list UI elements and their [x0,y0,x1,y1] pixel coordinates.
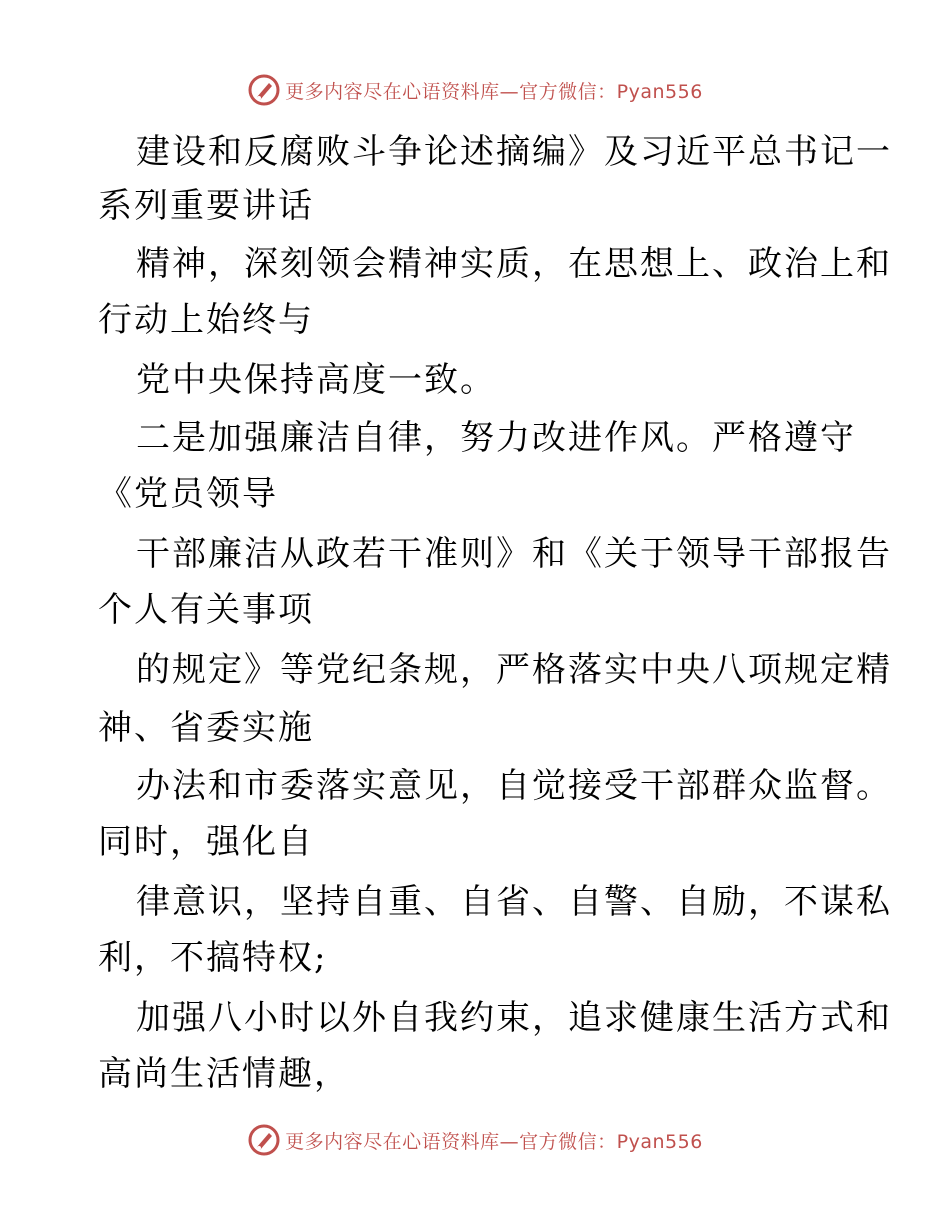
body-line: 《党员领导 [98,474,278,514]
footer-watermark [0,1120,950,1160]
body-line: 利，不搞特权; [98,938,328,978]
body-line: 办法和市委落实意见，自觉接受干部群众监督。 [136,766,892,806]
body-line: 加强八小时以外自我约束，追求健康生活方式和 [136,998,892,1038]
body-line: 高尚生活情趣， [98,1054,350,1094]
body-line: 干部廉洁从政若干准则》和《关于领导干部报告 [136,534,892,574]
body-line: 系列重要讲话 [98,186,314,226]
header-watermark-text: 更多内容尽在心语资料库—官方微信：Pyan556 [285,80,703,103]
body-line: 建设和反腐败斗争论述摘编》及习近平总书记一 [136,132,892,172]
body-line: 个人有关事项 [98,590,314,630]
body-line: 二是加强廉洁自律，努力改进作风。严格遵守 [136,418,856,458]
body-line: 党中央保持高度一致。 [136,360,496,400]
header-watermark [0,70,950,110]
body-line: 神、省委实施 [98,708,314,748]
pen-nib-logo-icon [247,1123,281,1157]
body-line: 行动上始终与 [98,300,314,340]
body-line: 的规定》等党纪条规，严格落实中央八项规定精 [136,650,892,690]
footer-watermark-text: 更多内容尽在心语资料库—官方微信：Pyan556 [285,1130,703,1153]
pen-nib-logo-icon [247,73,281,107]
body-line: 同时，强化自 [98,822,314,862]
body-line: 精神，深刻领会精神实质，在思想上、政治上和 [136,244,892,284]
body-line: 律意识，坚持自重、自省、自警、自励，不谋私 [136,882,892,922]
